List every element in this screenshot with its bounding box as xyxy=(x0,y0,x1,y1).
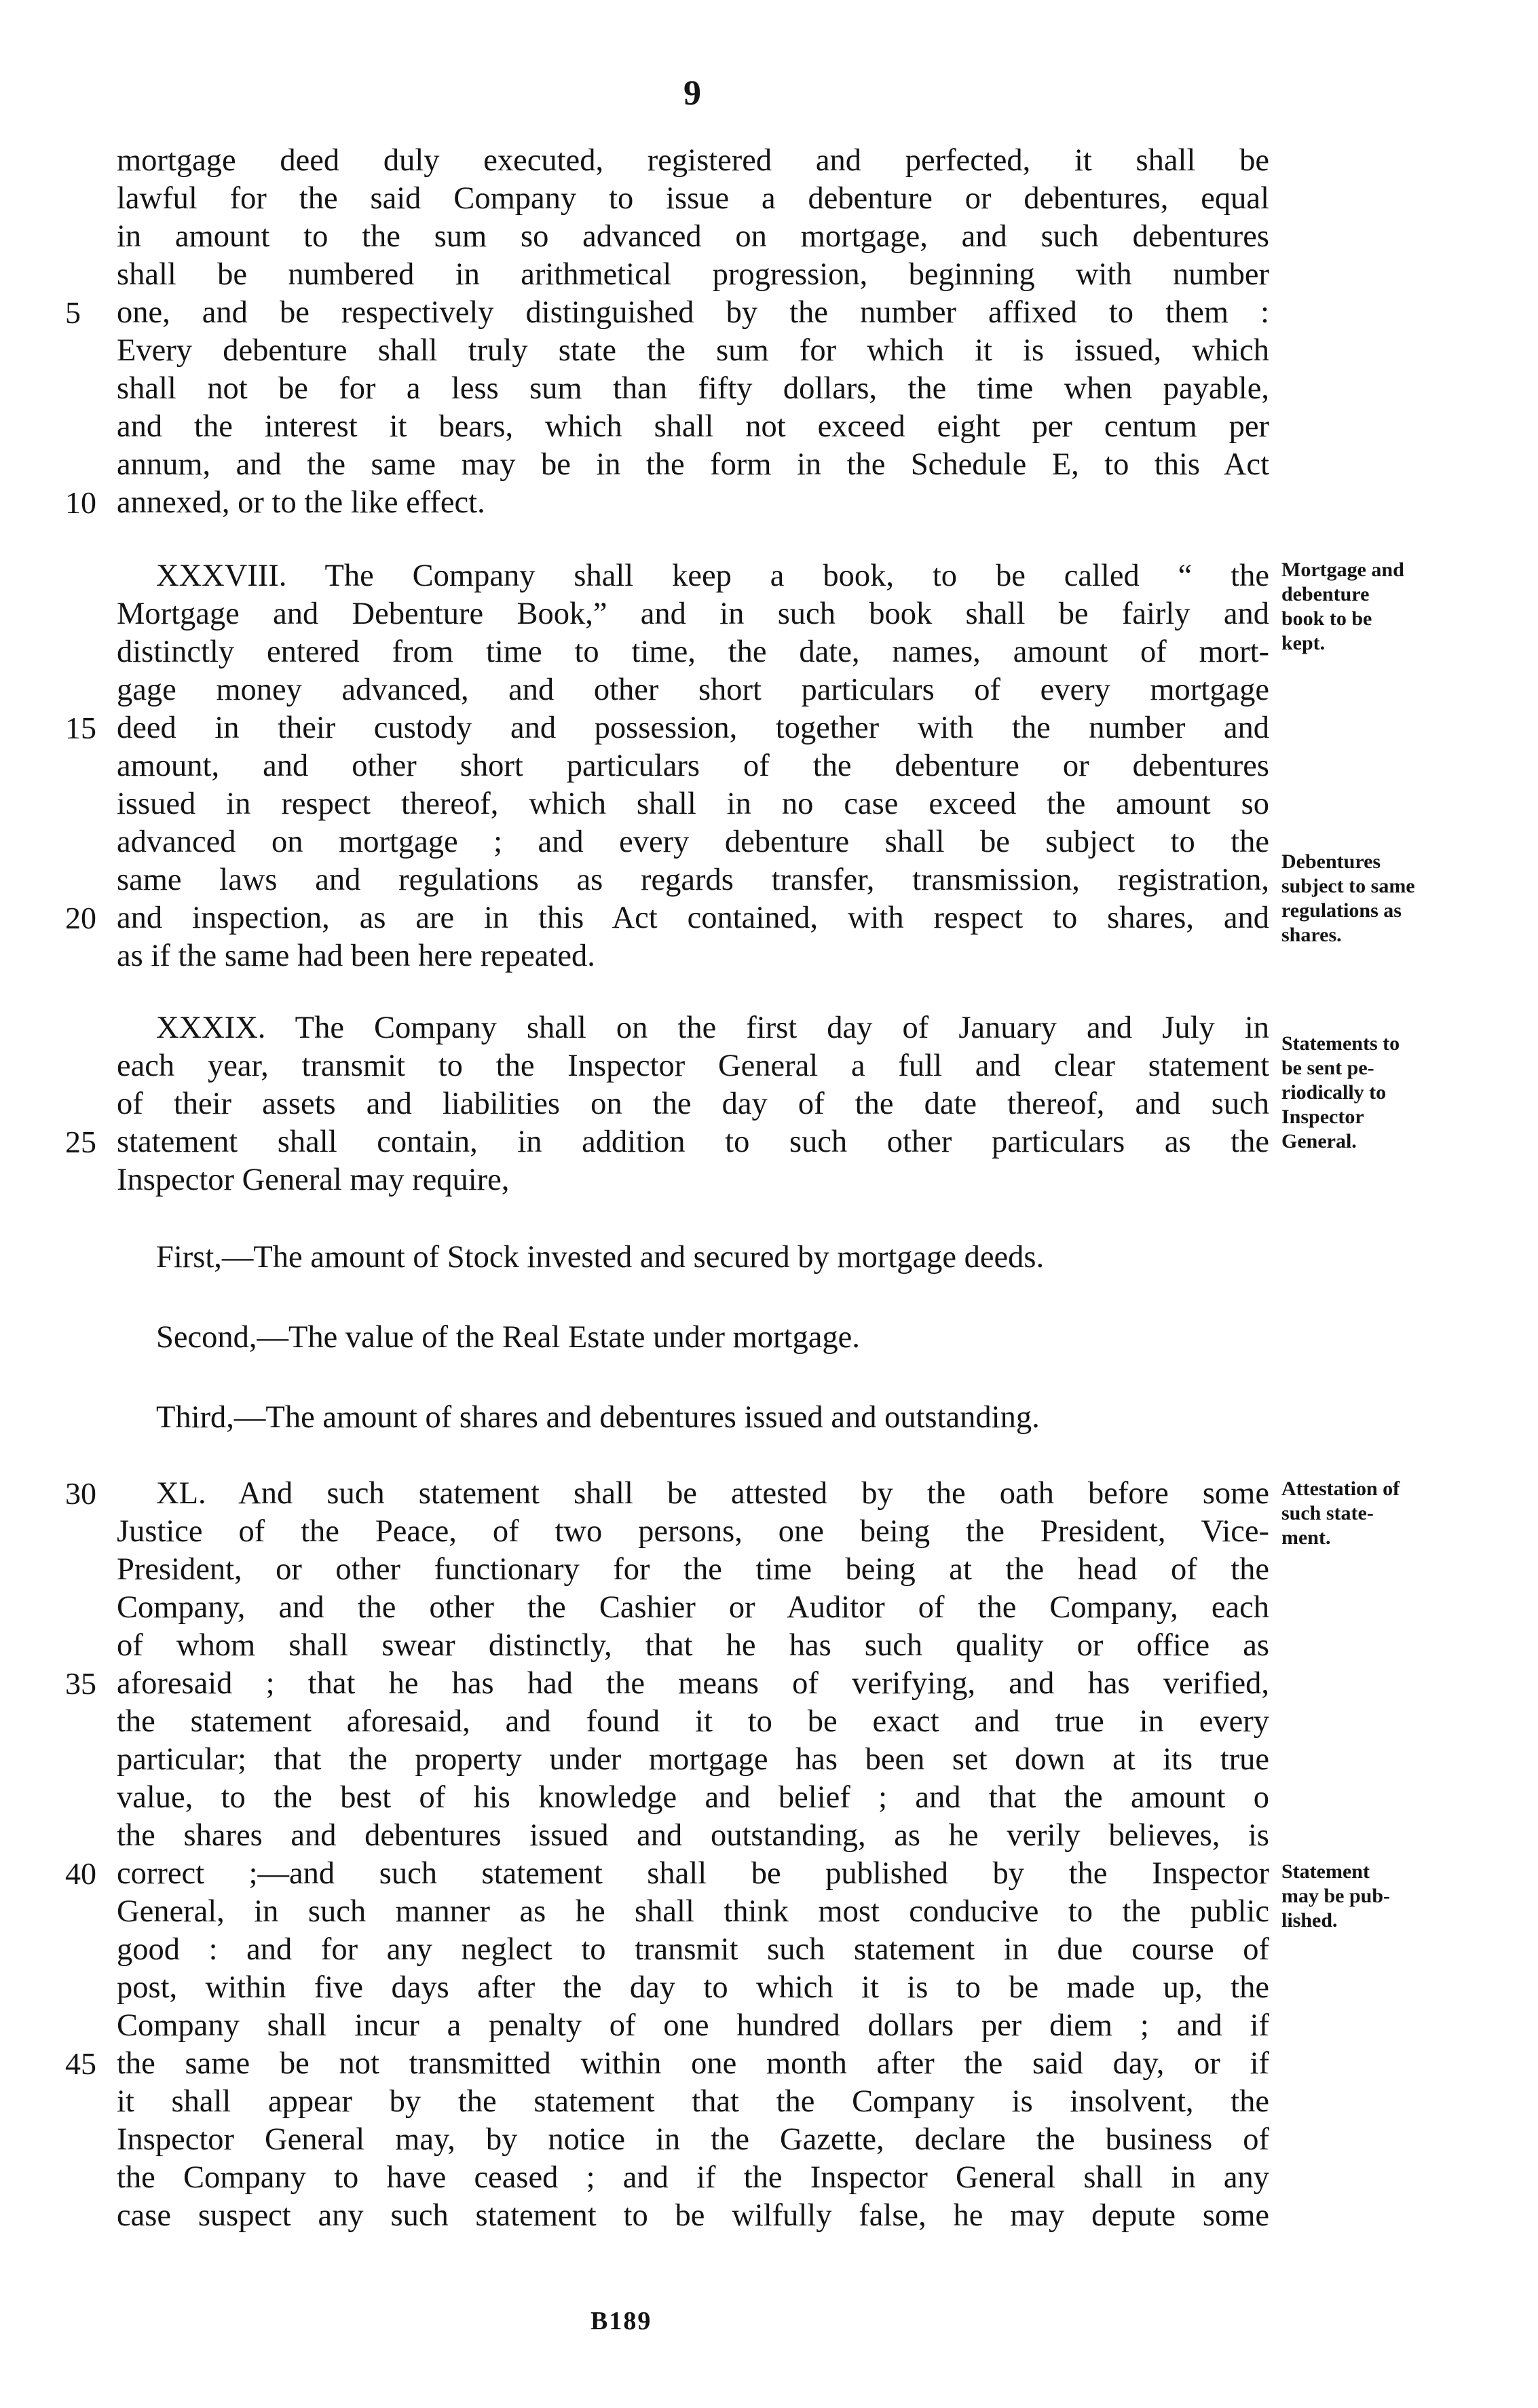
text-line: advanced on mortgage ; and every debenture shall be subject to the xyxy=(117,825,1269,859)
line-number: 45 xyxy=(65,2046,96,2081)
margin-note: Statement may be pub- lished. xyxy=(1281,1860,1391,1932)
text-line: Justice of the Peace, of two persons, one being the President, Vice- xyxy=(117,1514,1269,1549)
margin-note: Attestation of such state- ment. xyxy=(1281,1478,1400,1549)
text-line: it shall appear by the statement that the Company is insolvent, the xyxy=(117,2084,1269,2119)
text-line: XXXIX. The Company shall on the first day of January and July in xyxy=(156,1011,1269,1045)
text-line: deed in their custody and possession, together with the number and xyxy=(117,711,1269,745)
text-line: distinctly entered from time to time, the date, names, amount of mort- xyxy=(117,635,1269,669)
text-line: President, or other functionary for the time being at the head of the xyxy=(117,1552,1269,1587)
text-line: Company shall incur a penalty of one hundred dollars per diem ; and if xyxy=(117,2008,1269,2043)
text-line: gage money advanced, and other short particulars of every mortgage xyxy=(117,673,1269,707)
text-line: value, to the best of his knowledge and belief ; and that the amount o xyxy=(117,1780,1269,1815)
signature-mark: B189 xyxy=(590,2307,652,2335)
text-line: good : and for any neglect to transmit such statement in due course of xyxy=(117,1932,1269,1967)
text-line: case suspect any such statement to be wilfully false, he may depute some xyxy=(117,2198,1269,2233)
text-line: Every debenture shall truly state the sum for which it is issued, which xyxy=(117,333,1269,368)
line-number: 40 xyxy=(65,1856,96,1891)
text-line: shall be numbered in arithmetical progression, beginning with number xyxy=(117,257,1269,292)
text-line: First,—The amount of Stock invested and secured by mortgage deeds. xyxy=(156,1240,1045,1275)
text-line: each year, transmit to the Inspector General a full and clear statement xyxy=(117,1049,1269,1083)
text-line: the same be not transmitted within one month after the said day, or if xyxy=(117,2046,1269,2081)
text-line: one, and be respectively distinguished by the number affixed to them : xyxy=(117,295,1269,330)
text-line: statement shall contain, in addition to such other particulars as the xyxy=(117,1125,1269,1159)
line-number: 30 xyxy=(65,1476,96,1511)
text-line: General, in such manner as he shall think most conducive to the public xyxy=(117,1894,1269,1929)
text-line: aforesaid ; that he has had the means of verifying, and has verified, xyxy=(117,1666,1269,1701)
text-line: annexed, or to the like effect. xyxy=(117,485,485,520)
text-line: XXXVIII. The Company shall keep a book, to be called “ the xyxy=(156,559,1269,593)
line-number: 35 xyxy=(65,1666,96,1701)
text-line: mortgage deed duly executed, registered and perfected, it shall be xyxy=(117,143,1269,178)
line-number: 5 xyxy=(65,295,81,330)
text-line: lawful for the said Company to issue a debenture or debentures, equal xyxy=(117,181,1269,216)
text-line: Second,—The value of the Real Estate under mortgage. xyxy=(156,1320,860,1355)
text-line: amount, and other short particulars of the debenture or debentures xyxy=(117,749,1269,783)
line-number: 25 xyxy=(65,1125,96,1159)
text-line: Third,—The amount of shares and debentures issued and outstanding. xyxy=(156,1400,1040,1435)
page-number: 9 xyxy=(683,74,701,113)
margin-note: Debentures subject to same regulations as shares. xyxy=(1281,850,1415,946)
text-line: of whom shall swear distinctly, that he has such quality or office as xyxy=(117,1628,1269,1663)
text-line: the statement aforesaid, and found it to be exact and true in every xyxy=(117,1704,1269,1739)
text-line: of their assets and liabilities on the day of the date thereof, and such xyxy=(117,1087,1269,1121)
text-line: same laws and regulations as regards transfer, transmission, registration, xyxy=(117,863,1269,897)
text-line: the Company to have ceased ; and if the Inspector General shall in any xyxy=(117,2160,1269,2195)
text-line: correct ;—and such statement shall be published by the Inspector xyxy=(117,1856,1269,1891)
text-line: Inspector General may, by notice in the Gazette, declare the business of xyxy=(117,2122,1269,2157)
text-line: and inspection, as are in this Act contained, with respect to shares, and xyxy=(117,901,1269,935)
text-line: the shares and debentures issued and outstanding, as he verily believes, is xyxy=(117,1818,1269,1853)
text-line: Inspector General may require, xyxy=(117,1163,510,1197)
text-line: in amount to the sum so advanced on mortgage, and such debentures xyxy=(117,219,1269,254)
line-number: 10 xyxy=(65,485,96,520)
text-line: Company, and the other the Cashier or Auditor of the Company, each xyxy=(117,1590,1269,1625)
text-line: issued in respect thereof, which shall in no case exceed the amount so xyxy=(117,787,1269,821)
line-number: 20 xyxy=(65,901,96,935)
text-line: as if the same had been here repeated. xyxy=(117,939,595,973)
line-number: 15 xyxy=(65,711,96,745)
text-line: particular; that the property under mortgage has been set down at its true xyxy=(117,1742,1269,1777)
margin-note: Mortgage and debenture book to be kept. xyxy=(1281,559,1404,654)
margin-note: Statements to be sent pe- riodically to Inspector General. xyxy=(1281,1032,1400,1152)
text-line: and the interest it bears, which shall not exceed eight per centum per xyxy=(117,409,1269,444)
text-line: XL. And such statement shall be attested by the oath before some xyxy=(156,1476,1269,1511)
text-line: shall not be for a less sum than fifty dollars, the time when payable, xyxy=(117,371,1269,406)
text-line: Mortgage and Debenture Book,” and in such book shall be fairly and xyxy=(117,597,1269,631)
text-line: annum, and the same may be in the form in the Schedule E, to this Act xyxy=(117,447,1269,482)
text-line: post, within five days after the day to which it is to be made up, the xyxy=(117,1970,1269,2005)
